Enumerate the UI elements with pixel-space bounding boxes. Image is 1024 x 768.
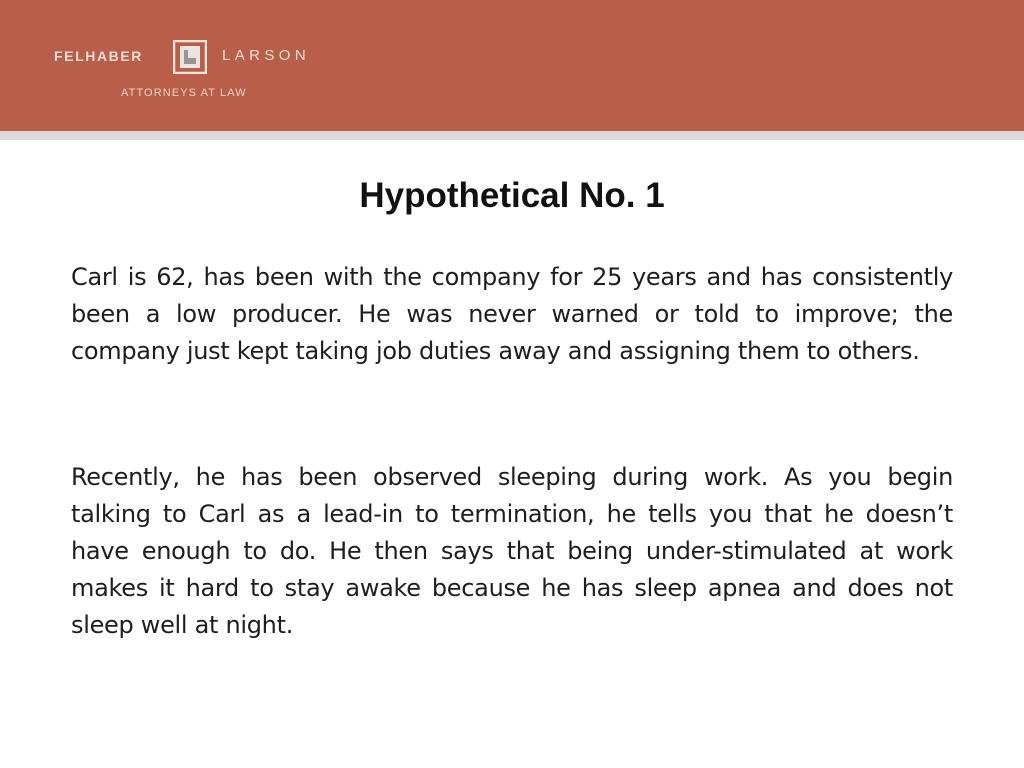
brand-tagline: ATTORNEYS AT LAW xyxy=(121,87,247,99)
body-paragraph-2: Recently, he has been observed sleeping during work. As you begin talking to Carl as a lead-in to termination, he tells you that he doesn’t have enough to do. He then says that being under-stimulated at work makes it hard to stay awake because he has sleep apnea and does not sleep well at night. xyxy=(71,463,953,639)
firm-logo-icon xyxy=(173,40,207,74)
brand-name-left: FELHABER xyxy=(54,48,144,64)
header-divider xyxy=(0,131,1024,140)
slide-title: Hypothetical No. 1 xyxy=(359,176,665,215)
body-paragraph-1: Carl is 62, has been with the company for 25 years and has consistently been a low producer. He was never warned or told to improve; the company just kept taking job duties away and assigning them to others. xyxy=(71,263,953,365)
header-band xyxy=(0,0,1024,131)
brand-name-right: LARSON xyxy=(222,47,311,64)
